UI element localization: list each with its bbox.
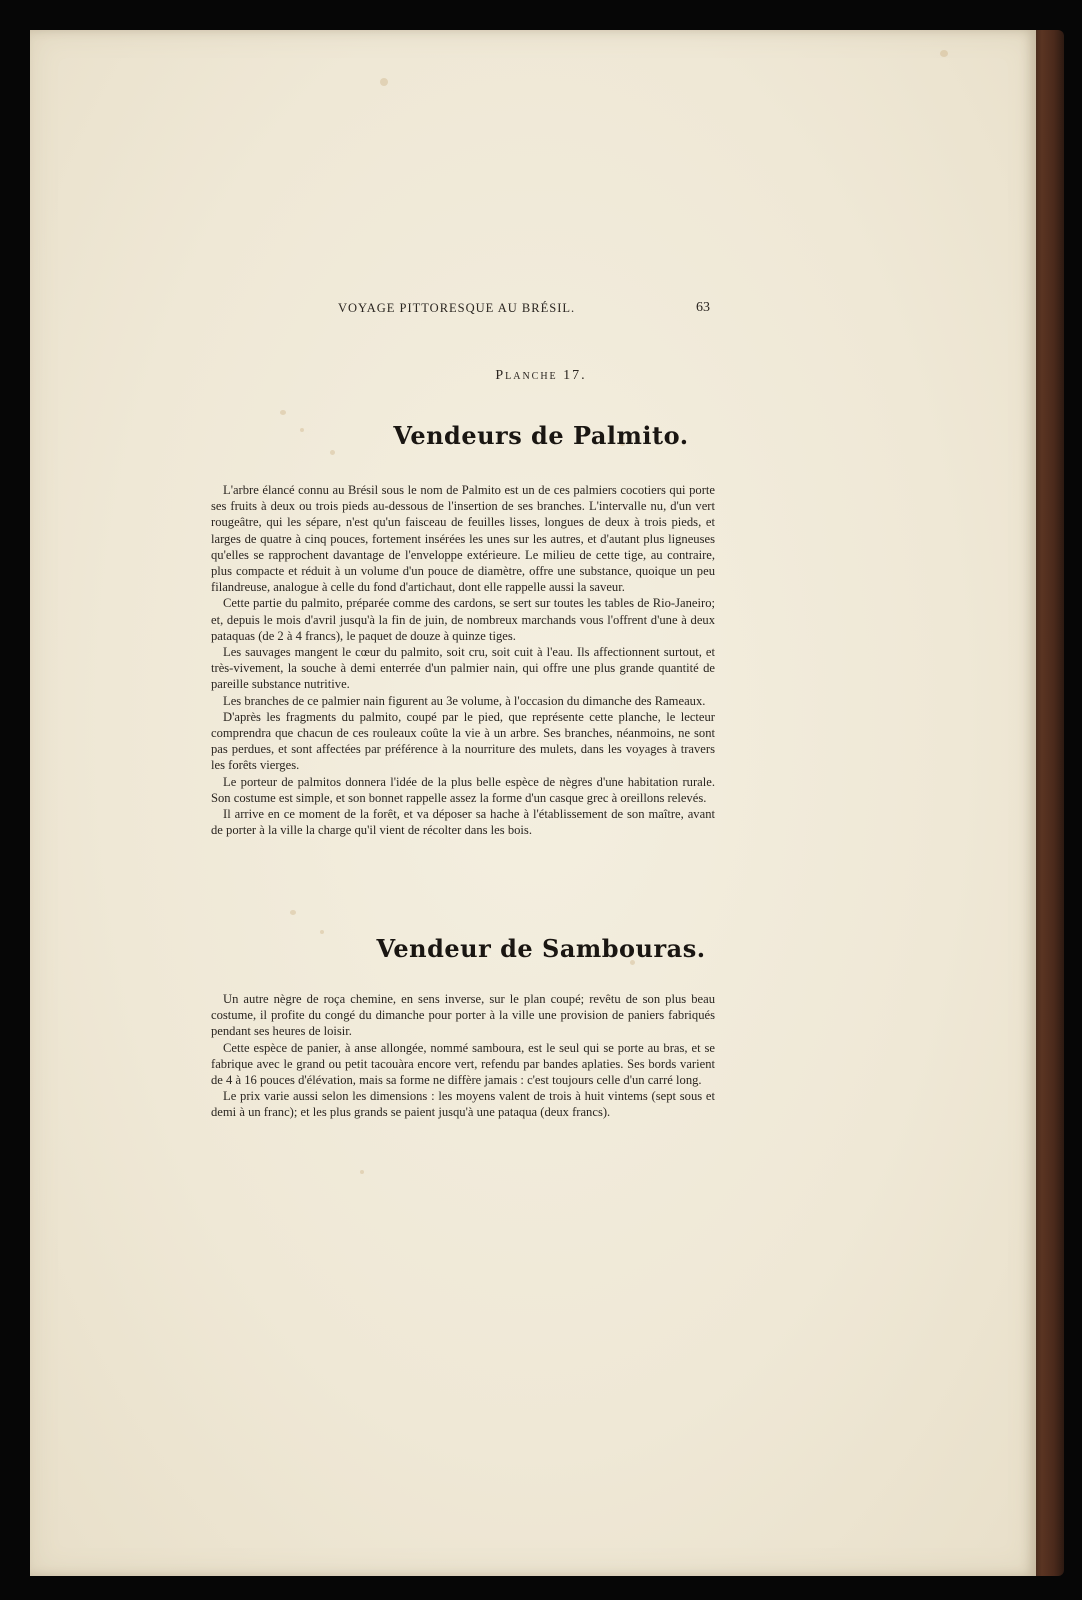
running-title: VOYAGE PITTORESQUE AU BRÉSIL. <box>338 301 576 315</box>
section-body <box>211 991 715 1121</box>
paragraph: Cette espèce de panier, à anse allongée, nommé samboura, est le seul qui se porte au bras, et se fabrique avec le grand ou petit tacouàra encore vert, refendu par bandes aplaties. Ses bords varient de 4 à 16 pouces d'élévation, mais sa forme ne diffère jamais : c'est toujours celle d'un carré long. <box>211 1040 715 1088</box>
foxing-spot <box>280 410 286 415</box>
paragraph: Le porteur de palmitos donnera l'idée de la plus belle espèce de nègres d'une habitation rurale. Son costume est simple, et son bonnet rappelle assez la forme d'un casque grec à oreillons relevés. <box>211 774 715 805</box>
running-head <box>338 301 710 321</box>
paragraph: Cette partie du palmito, préparée comme des cardons, se sert sur toutes les tables de Rio-Janeiro; et, depuis le mois d'avril jusqu'à la fin de juin, de nombreux marchands vous l'offrent d'une à deux pataquas (de 2 à 4 francs), le paquet de douze à quinze tiges. <box>211 596 715 643</box>
foxing-spot <box>290 910 296 915</box>
foxing-spot <box>360 1170 364 1174</box>
foxing-spot <box>330 450 335 455</box>
paragraph: D'après les fragments du palmito, coupé par le pied, que représente cette planche, le lecteur comprendra que chacun de ces rouleaux coûte la vie à un arbre. Ses branches, néanmoins, ne sont pas perdues, et sont affectées par préférence à la nourriture des mulets, dans les voyages à travers les forêts vierges. <box>211 709 715 773</box>
page-number: 63 <box>696 300 710 315</box>
paragraph: Un autre nègre de roça chemine, en sens inverse, sur le plan coupé; revêtu de son plus beau costume, il profite du congé du dimanche pour porter à la ville une provision de paniers fabriqués pendant ses heures de loisir. <box>211 992 715 1039</box>
paragraph: L'arbre élancé connu au Brésil sous le nom de Palmito est un de ces palmiers cocotiers qui porte ses fruits à deux ou trois pieds au-dessous de l'insertion de ses branches. L'intervalle nu, d'un vert rougeâtre, qui les sépare, n'est qu'un faisceau de feuilles lisses, longues de deux à trois pieds, et larges de quatre à cinq pouces, fortement insérées les unes sur les autres, et d'autant plus ligneuses qu'elles se rapprochent davantage de l'enveloppe extérieure. Le milieu de cette tige, au contraire, plus compacte et réduit à un volume d'un pouce de diamètre, offre une substance, quoique un peu filandreuse, analogue à celle du fond d'artichaut, dont elle rappelle aussi la saveur. <box>211 483 715 595</box>
paragraph: Le prix varie aussi selon les dimensions : les moyens valent de trois à huit vintems (sept sous et demi à un franc); et les plus grands se paient jusqu'à une pataqua (deux francs). <box>211 1089 715 1120</box>
plate-label: Planche 17. <box>495 368 587 383</box>
section-body <box>211 482 715 838</box>
foxing-spot <box>940 50 948 57</box>
paragraph: Les sauvages mangent le cœur du palmito, soit cru, soit cuit à l'eau. Ils affectionnent surtout, et très-vivement, la souche à demi enterrée d'un palmier nain, qui offre une plus grande quantité de pareille substance nutritive. <box>211 645 715 692</box>
paragraph: Il arrive en ce moment de la forêt, et va déposer sa hache à l'établissement de son maître, avant de porter à la ville la charge qu'il vient de récolter dans les bois. <box>211 807 715 838</box>
foxing-spot <box>380 78 388 86</box>
paragraph: Les branches de ce palmier nain figurent au 3e volume, à l'occasion du dimanche des Rameaux. <box>223 693 706 708</box>
section-title: Vendeur de Sambouras. <box>376 934 706 963</box>
section-title: Vendeurs de Palmito. <box>393 421 689 450</box>
